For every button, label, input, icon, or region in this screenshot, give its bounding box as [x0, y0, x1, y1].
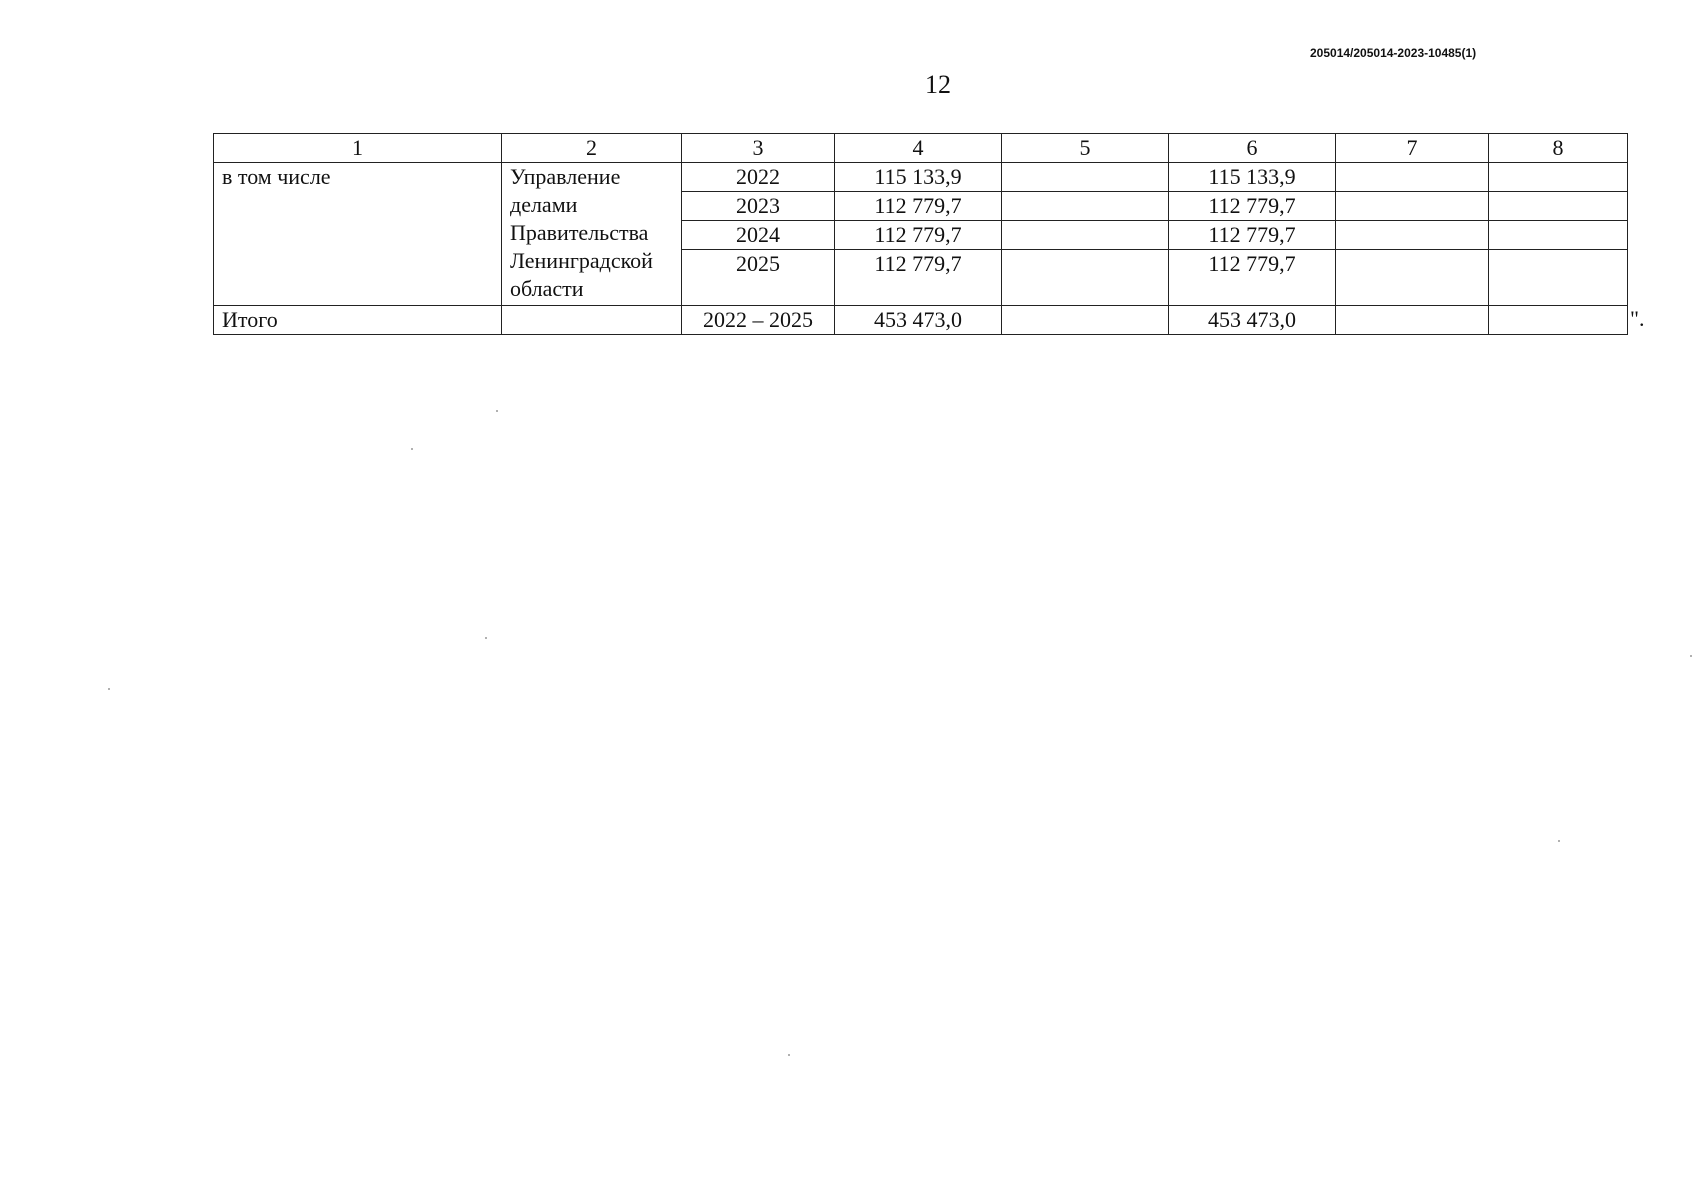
column-header: 1 — [214, 134, 502, 163]
amount-cell — [1489, 192, 1628, 221]
amount-cell — [1336, 192, 1489, 221]
amount-cell — [1336, 250, 1489, 306]
amount-cell — [1002, 221, 1169, 250]
page-number: 12 — [925, 70, 951, 99]
column-header: 4 — [835, 134, 1002, 163]
scan-speck — [411, 448, 413, 450]
scan-speck — [496, 410, 498, 412]
scan-speck — [108, 688, 110, 690]
year-range-cell: 2022 – 2025 — [682, 306, 835, 335]
year-cell: 2025 — [682, 250, 835, 306]
amount-cell — [1002, 250, 1169, 306]
amount-cell: 112 779,7 — [1169, 250, 1336, 306]
column-header: 8 — [1489, 134, 1628, 163]
group-label-cell: в том числе — [214, 163, 502, 306]
amount-cell: 112 779,7 — [835, 221, 1002, 250]
amount-cell — [1489, 221, 1628, 250]
amount-cell — [1002, 163, 1169, 192]
amount-cell — [1336, 306, 1489, 335]
column-header: 6 — [1169, 134, 1336, 163]
table-row — [214, 163, 1628, 192]
scan-speck — [1690, 655, 1692, 657]
amount-cell: 115 133,9 — [835, 163, 1002, 192]
scan-speck — [485, 637, 487, 639]
table-header-row — [214, 134, 1628, 163]
amount-cell — [1336, 221, 1489, 250]
year-cell: 2023 — [682, 192, 835, 221]
total-label-cell: Итого — [214, 306, 502, 335]
amount-cell — [1489, 250, 1628, 306]
amount-cell: 112 779,7 — [1169, 192, 1336, 221]
budget-table — [213, 133, 1628, 335]
column-header: 7 — [1336, 134, 1489, 163]
amount-cell — [1002, 192, 1169, 221]
amount-cell — [1002, 306, 1169, 335]
amount-cell — [1489, 163, 1628, 192]
scan-speck — [788, 1054, 790, 1056]
total-row — [214, 306, 1628, 335]
scan-speck — [1558, 840, 1560, 842]
year-cell: 2024 — [682, 221, 835, 250]
amount-cell: 453 473,0 — [835, 306, 1002, 335]
document-id: 205014/205014-2023-10485(1) — [1310, 46, 1477, 60]
amount-cell: 112 779,7 — [1169, 221, 1336, 250]
column-header: 2 — [502, 134, 682, 163]
column-header: 5 — [1002, 134, 1169, 163]
amount-cell: 112 779,7 — [835, 192, 1002, 221]
executor-cell — [502, 306, 682, 335]
closing-quote: ". — [1630, 306, 1645, 331]
amount-cell — [1489, 306, 1628, 335]
executor-cell: Управление делами Правительства Ленинградской области — [502, 163, 682, 306]
amount-cell — [1336, 163, 1489, 192]
year-cell: 2022 — [682, 163, 835, 192]
amount-cell: 453 473,0 — [1169, 306, 1336, 335]
column-header: 3 — [682, 134, 835, 163]
amount-cell: 115 133,9 — [1169, 163, 1336, 192]
amount-cell: 112 779,7 — [835, 250, 1002, 306]
